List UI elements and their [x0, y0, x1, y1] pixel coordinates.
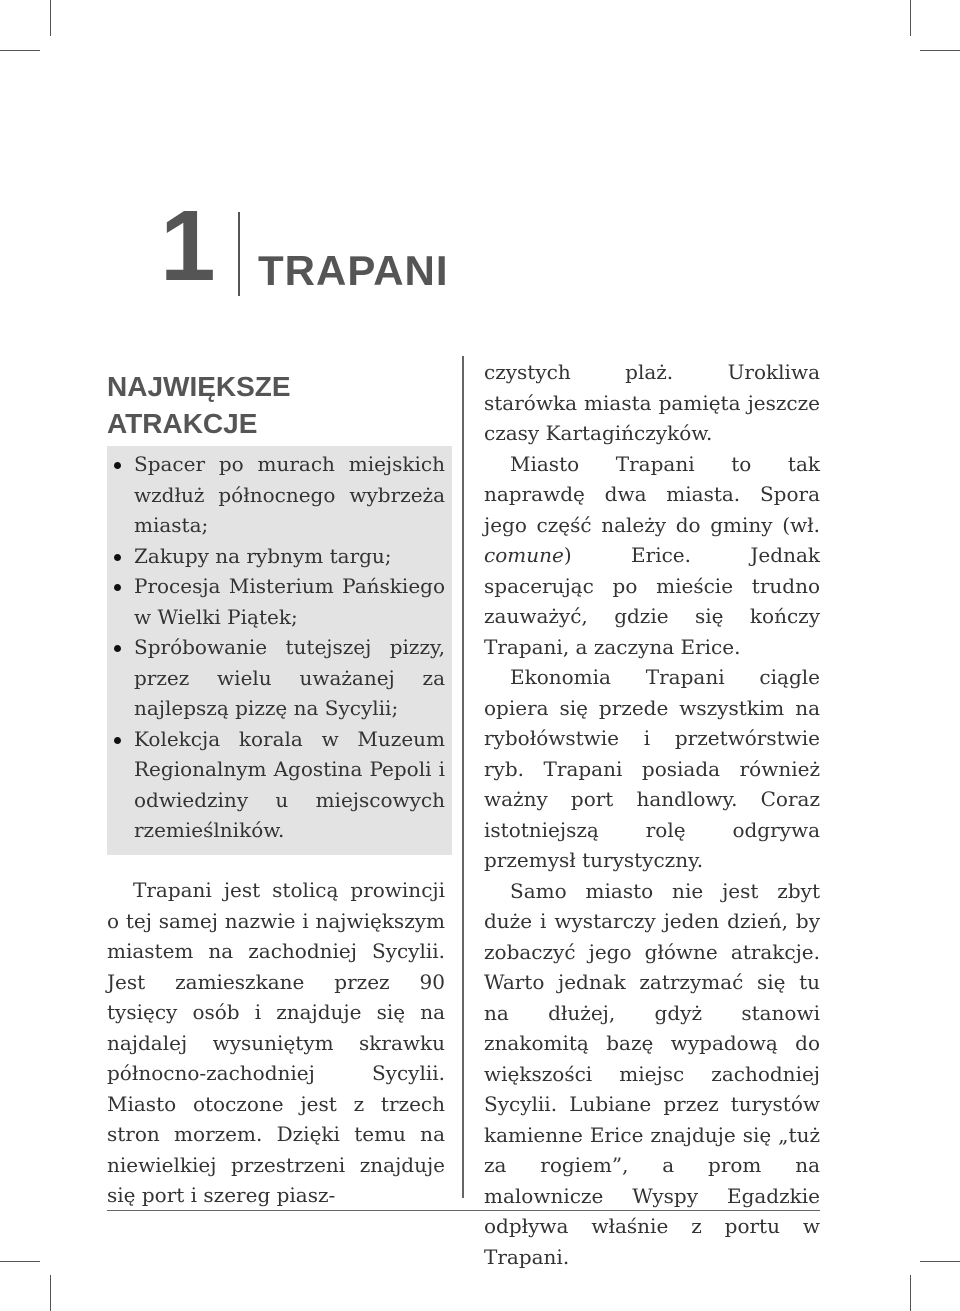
highlights-title-line: NAJWIĘKSZE: [107, 371, 291, 402]
body-text-run: Miasto Trapani to tak naprawdę dwa miasta. Spora jego część należy do gminy (wł.: [484, 451, 820, 537]
body-paragraph: czystych plaż. Urokliwa starówka miasta pamięta jeszcze czasy Kartagińczyków.: [484, 360, 820, 445]
footer-rule: [107, 1210, 820, 1211]
highlight-item: Spróbowanie tutejszej pizzy, przez wielu uważanej za najlepszą pizzę na Sycylii;: [112, 632, 445, 724]
crop-mark: [920, 1261, 960, 1262]
chapter-title: TRAPANI: [258, 247, 449, 294]
column-divider: [462, 356, 464, 1198]
crop-mark: [50, 1275, 51, 1311]
body-paragraph: Trapani jest stolicą prowincji o tej samej nazwie i największym miastem na zachodniej Sycylii. Jest zamieszkane przez 90 tysięcy osób i znajduje się na najdalej wysuniętym skrawku północno-zachodniej Sycylii. Miasto otoczone jest z trzech stron morzem. Dzięki temu na niewielkiej przestrzeni znajduje się port i szereg piasz-: [107, 878, 445, 1207]
crop-mark: [0, 50, 40, 51]
italic-term: comune: [484, 543, 564, 567]
crop-mark: [50, 0, 51, 36]
body-text-run: ) Erice. Jednak spacerując po mieście trudno zauważyć, gdzie się kończy Trapani, a zaczyna Erice.: [484, 543, 820, 659]
highlight-item: Kolekcja korala w Muzeum Regionalnym Agostina Pepoli i odwiedziny u miejscowych rzemieślników.: [112, 724, 445, 846]
highlight-item: Zakupy na rybnym targu;: [112, 541, 445, 572]
body-column-left: [107, 875, 445, 1211]
highlight-item: Spacer po murach miejskich wzdłuż północnego wybrzeża miasta;: [112, 449, 445, 541]
crop-mark: [910, 1275, 911, 1311]
crop-mark: [910, 0, 911, 36]
body-paragraph: Samo miasto nie jest zbyt duże i wystarczy jeden dzień, by zobaczyć jego główne atrakcje. Warto jednak zatrzymać się tu na dłużej, gdyż stanowi znakomitą bazę wypadową do większości miejsc zachodniej Sycylii. Lubiane przez turystów kamienne Erice znajduje się „tuż za rogiem”, a prom na malownicze Wyspy Egadzkie odpływa właśnie z portu w Trapani.: [484, 878, 820, 1269]
crop-mark: [920, 50, 960, 51]
body-paragraph: [484, 449, 820, 663]
chapter-divider: [238, 212, 240, 296]
body-column-right: [484, 357, 820, 1272]
highlights-title-line: ATRAKCJE: [107, 408, 258, 439]
chapter-number: 1: [160, 190, 216, 302]
highlight-item: Procesja Misterium Pańskiego w Wielki Piątek;: [112, 571, 445, 632]
highlights-list: [112, 449, 445, 846]
highlights-title: [107, 368, 291, 442]
crop-mark: [0, 1261, 40, 1262]
body-paragraph: Ekonomia Trapani ciągle opiera się przede wszystkim na rybołówstwie i przetwórstwie ryb. Trapani posiada również ważny port handlowy. Coraz istotniejszą rolę odgrywa przemysł turystyczny.: [484, 665, 820, 872]
